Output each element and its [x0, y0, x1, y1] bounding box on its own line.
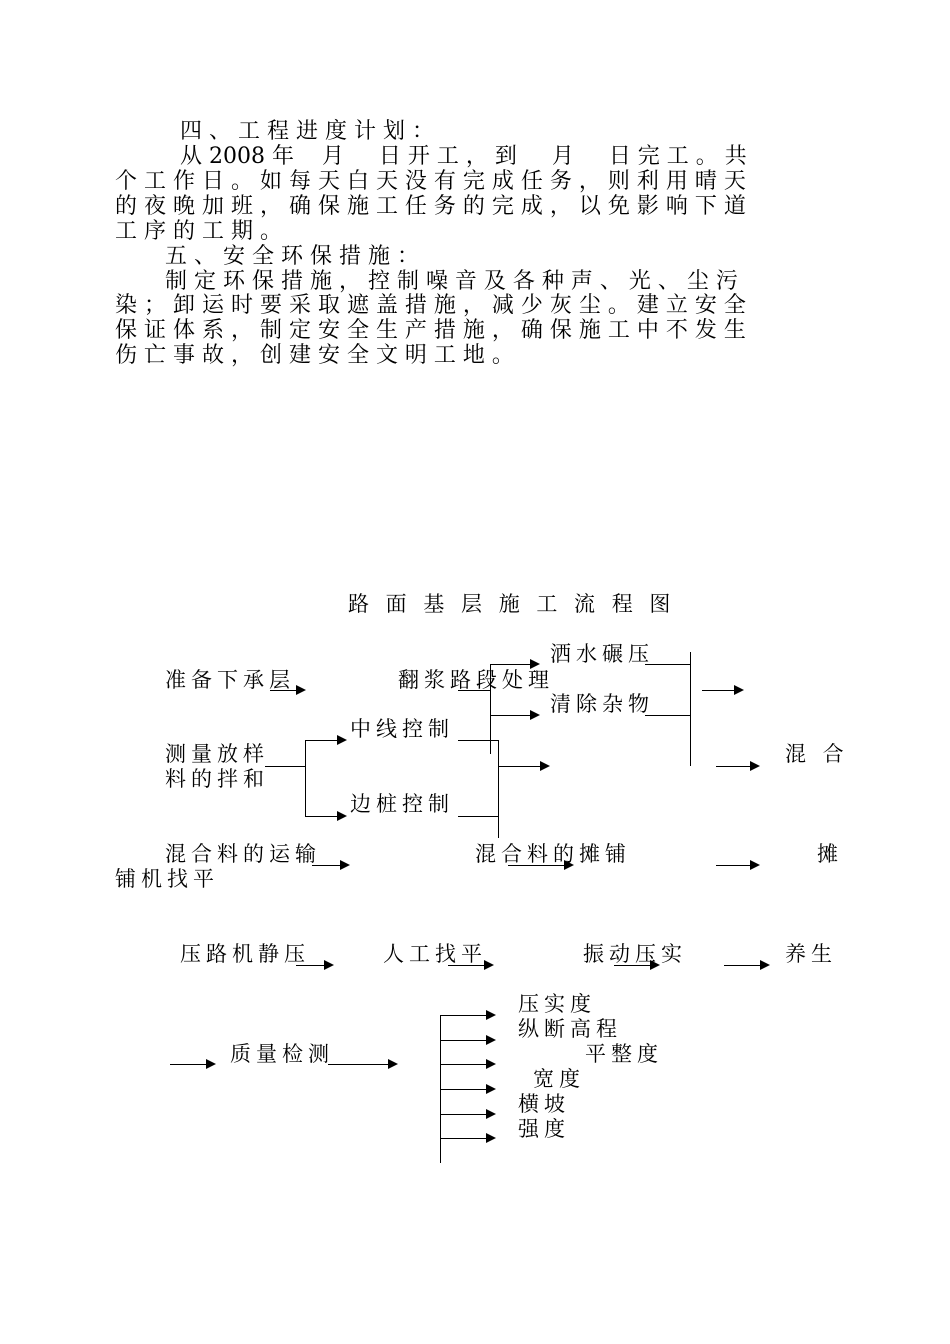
check-cross-slope: 横坡 [518, 1092, 570, 1116]
arrow-check-5 [440, 1114, 494, 1115]
arrow-center-control [305, 740, 345, 741]
line-clear-debris [645, 715, 690, 716]
arrow-vibro-compact [614, 965, 658, 966]
arrow-check-2 [440, 1040, 494, 1041]
arrow-check-1 [440, 1015, 494, 1016]
section4-line4: 工 序 的 工 期 。 [115, 219, 282, 244]
section5-line4: 伤 亡 事 故 ， 创 建 安 全 文 明 工 地 。 [115, 343, 514, 368]
section4-heading: 四 、 工 程 进 度 计 划 ： [180, 119, 434, 144]
line-sprinkle [645, 664, 690, 665]
step-sprinkle: 洒水碾压 [550, 642, 654, 666]
arrow-check-4 [440, 1089, 494, 1090]
step-turn-slurry: 翻浆路段处理 [398, 668, 554, 692]
arrow-prepare [270, 690, 304, 691]
section4-line1: 从 2008 年 月 日 开 工 ， 到 月 日 完 工 。 共 [180, 144, 747, 169]
line-survey [265, 766, 305, 767]
line-center-control [458, 740, 498, 741]
step-manual-level: 人工找平 [383, 942, 487, 966]
section5-line2: 染 ； 卸 运 时 要 采 取 遮 盖 措 施 ， 减 少 灰 尘 。 建 立 安 全 [115, 293, 746, 318]
arrow-to-mix [716, 766, 758, 767]
step-vibro-compact: 振动压实 [583, 942, 687, 966]
step-static-roll: 压路机静压 [180, 942, 310, 966]
step-curing: 养生 [785, 942, 837, 966]
arrow-to-curing [724, 965, 768, 966]
arrow-static-roll [296, 965, 332, 966]
arrow-sprinkle [490, 664, 538, 665]
arrow-edge-control [305, 816, 345, 817]
section4-line2: 个 工 作 日 。 如 每 天 白 天 没 有 完 成 任 务 ， 则 利 用 晴 天 [115, 169, 746, 194]
check-compaction: 压实度 [518, 992, 596, 1016]
arrow-to-quality [170, 1064, 214, 1065]
arrow-check-3 [440, 1064, 494, 1065]
check-longitudinal-elevation: 纵断高程 [518, 1017, 622, 1041]
arrow-clear-debris [490, 715, 538, 716]
branch-survey [305, 740, 306, 816]
step-mix-right: 混 合 [785, 742, 849, 766]
step-transport: 混合料的运输 [165, 842, 321, 866]
section4-line3: 的 夜 晚 加 班 ， 确 保 施 工 任 务 的 完 成 ， 以 免 影 响 下 道 [115, 194, 746, 219]
step-edge-control: 边桩控制 [350, 792, 454, 816]
check-width: 宽度 [533, 1067, 585, 1091]
section5-heading: 五 、 安 全 环 保 措 施 ： [165, 244, 419, 269]
step-survey: 测量放样 [165, 742, 269, 766]
merge-line-right [690, 652, 691, 766]
arrow-quality-check [328, 1064, 396, 1065]
step-paving: 混合料的摊铺 [475, 842, 631, 866]
line-turn-slurry [458, 690, 490, 691]
step-clear-debris: 清除杂物 [550, 692, 654, 716]
line-edge-control [458, 816, 498, 817]
arrow-paving [508, 865, 572, 866]
step-quality-check: 质量检测 [230, 1042, 334, 1066]
flowchart-title: 路 面 基 层 施 工 流 程 图 [348, 592, 676, 616]
section5-line3: 保 证 体 系 ， 制 定 安 全 生 产 措 施 ， 确 保 施 工 中 不 发 生 [115, 318, 746, 343]
arrow-merge-top [702, 690, 742, 691]
step-center-control: 中线控制 [350, 717, 454, 741]
step-paver-right: 摊 [817, 842, 843, 866]
arrow-controls-out [498, 766, 548, 767]
merge-line-controls [498, 740, 499, 838]
check-flatness: 平整度 [585, 1042, 663, 1066]
section5-line1: 制 定 环 保 措 施 ， 控 制 噪 音 及 各 种 声 、 光 、 尘 污 [165, 269, 738, 294]
arrow-transport [312, 865, 348, 866]
check-strength: 强度 [518, 1117, 570, 1141]
arrow-to-paver [716, 865, 758, 866]
arrow-check-6 [440, 1138, 494, 1139]
step-prepare: 准备下承层 [165, 668, 295, 692]
step-mix-left: 料的拌和 [165, 767, 269, 791]
step-paver-left: 铺机找平 [115, 867, 219, 891]
arrow-manual-level [448, 965, 492, 966]
